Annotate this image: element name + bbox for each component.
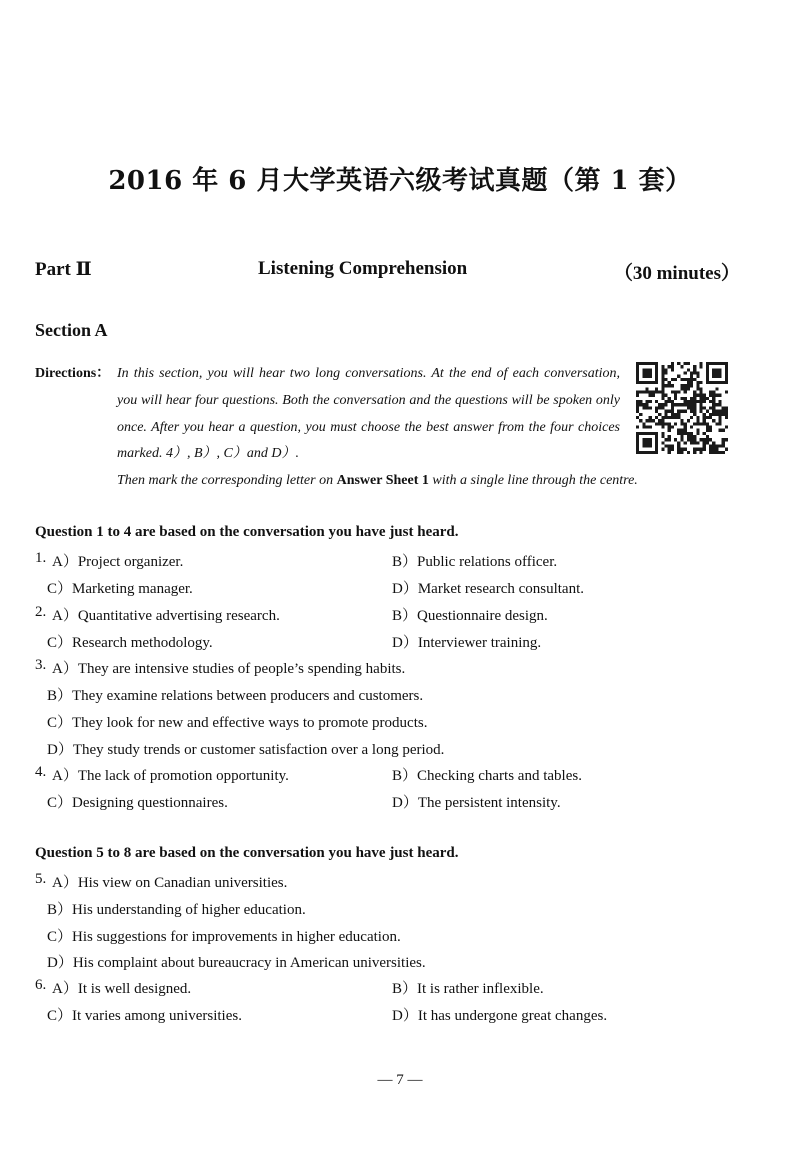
directions-last-pre: Then mark the corresponding letter on: [117, 473, 337, 489]
question-number: 2.: [35, 604, 47, 620]
question-number: 4.: [35, 764, 47, 780]
option-text: B）Public relations officer.: [392, 554, 558, 570]
option-text: A）His view on Canadian universities.: [52, 875, 288, 891]
option-text: C）They look for new and effective ways to promote products.: [47, 715, 428, 731]
option-text: D）Interviewer training.: [392, 635, 542, 651]
option-text: C）His suggestions for improvements in higher education.: [47, 929, 401, 945]
option-text: C）It varies among universities.: [47, 1008, 242, 1024]
option-text: B）It is rather inflexible.: [392, 981, 544, 997]
qr-code-modules: [636, 362, 728, 454]
option-text: D）They study trends or customer satisfaction over a long period.: [47, 742, 445, 758]
question-number: 3.: [35, 657, 47, 673]
option-text: A）They are intensive studies of people’s spending habits.: [52, 661, 406, 677]
option-text: A）Quantitative advertising research.: [52, 608, 280, 624]
question-number: 1.: [35, 550, 47, 566]
part-header: [35, 258, 740, 284]
option-text: C）Research methodology.: [47, 635, 213, 651]
directions-text: [117, 361, 638, 495]
exam-title: 2016 年 6 月大学英语六级考试真题（第 1 套）: [108, 166, 692, 196]
question-group-heading: Question 1 to 4 are based on the conversation you have just heard.: [35, 524, 459, 540]
option-text: D）The persistent intensity.: [392, 795, 561, 811]
option-text: B）His understanding of higher education.: [47, 902, 306, 918]
question-number: 5.: [35, 871, 47, 887]
directions-label: Directions：: [35, 366, 111, 381]
option-text: A）Project organizer.: [52, 554, 184, 570]
directions-last-post: with a single line through the centre.: [428, 473, 638, 489]
option-text: D）Market research consultant.: [392, 581, 585, 597]
answer-sheet-label: Answer Sheet 1: [336, 473, 429, 489]
option-text: A）It is well designed.: [52, 981, 192, 997]
part-name: Listening Comprehension: [258, 258, 468, 279]
directions-last-line: [117, 468, 638, 495]
part-label: Part Ⅱ: [35, 259, 92, 280]
part-time: （30 minutes）: [613, 263, 740, 284]
option-text: D）It has undergone great changes.: [392, 1008, 608, 1024]
option-text: C）Designing questionnaires.: [47, 795, 228, 811]
option-text: B）Checking charts and tables.: [392, 768, 582, 784]
option-text: B）They examine relations between producers and customers.: [47, 688, 424, 704]
page-number: — 7 —: [377, 1072, 423, 1088]
directions-body: In this section, you will hear two long conversations. At the end of each conversation, you will hear four questions. Both the conversation and the questions will be spoken only once. After you hear a question, you must choose the best answer from the four choices marked. 4）, B）, C）and D）.: [117, 366, 620, 462]
question-number: 6.: [35, 977, 47, 993]
option-text: D）His complaint about bureaucracy in American universities.: [47, 955, 426, 971]
option-text: B）Questionnaire design.: [392, 608, 548, 624]
section-heading: Section A: [35, 320, 108, 340]
option-text: A）The lack of promotion opportunity.: [52, 768, 289, 784]
qr-code-image: [636, 362, 728, 454]
option-text: C）Marketing manager.: [47, 581, 193, 597]
question-group-heading: Question 5 to 8 are based on the conversation you have just heard.: [35, 845, 459, 861]
